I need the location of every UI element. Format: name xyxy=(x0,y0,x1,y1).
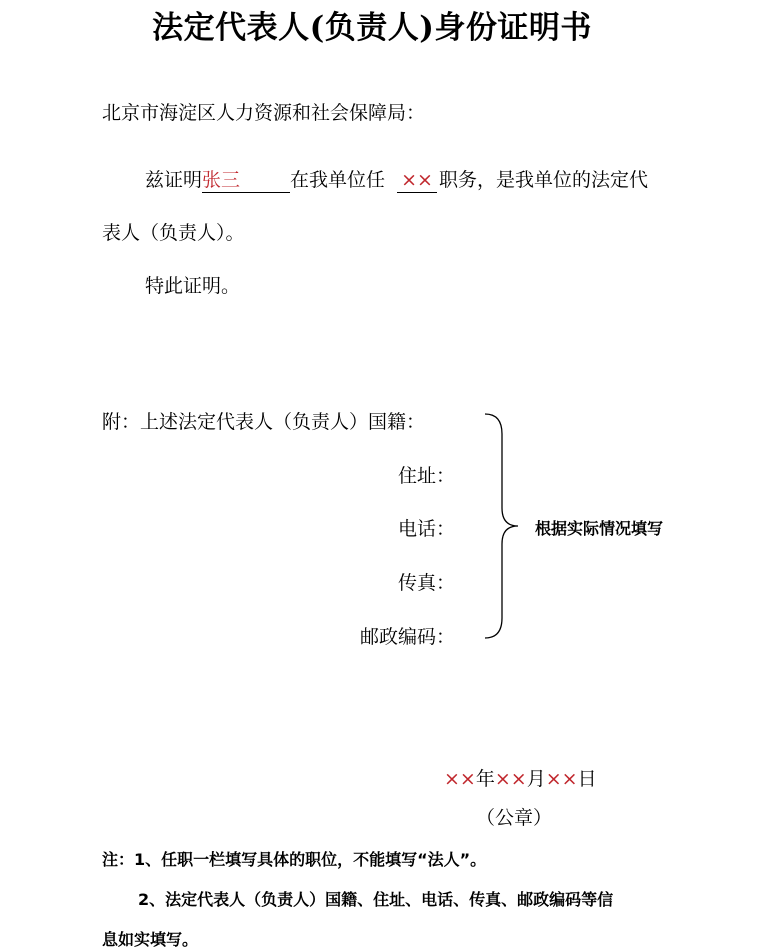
field-fax-label: 传真： xyxy=(397,572,455,594)
year-value: ×× xyxy=(444,768,476,790)
right-brace-icon xyxy=(480,412,530,647)
certify-line-1 xyxy=(145,168,648,193)
field-address-label: 住址： xyxy=(397,465,455,487)
month-value: ×× xyxy=(494,768,527,790)
attachment-lead: 附：上述法定代表人（负责人）国籍： xyxy=(102,411,426,433)
brace-note: 根据实际情况填写 xyxy=(535,519,664,538)
field-postcode-label: 邮政编码： xyxy=(359,626,455,648)
document-title: 法定代表人(负责人)身份证明书 xyxy=(152,10,592,46)
day-value: ×× xyxy=(545,768,578,790)
note-line-3: 息如实填写。 xyxy=(102,930,199,949)
certify-prefix: 兹证明 xyxy=(145,169,203,191)
certify-middle: 在我单位任 xyxy=(290,169,386,191)
certify-line-2: 表人（负责人）。 xyxy=(102,222,245,244)
hereby-text: 特此证明。 xyxy=(145,275,241,297)
month-unit: 月 xyxy=(526,768,546,790)
addressee: 北京市海淀区人力资源和社会保障局： xyxy=(102,102,426,124)
certify-suffix: 职务，是我单位的法定代 xyxy=(439,169,649,191)
note-line-2: 2、法定代表人（负责人）国籍、住址、电话、传真、邮政编码等信 xyxy=(138,890,614,909)
position-value: ×× xyxy=(397,168,437,193)
name-value: 张三 xyxy=(202,169,241,191)
day-unit: 日 xyxy=(577,768,597,790)
name-blank xyxy=(202,168,290,193)
seal-label: （公章） xyxy=(476,807,553,829)
year-unit: 年 xyxy=(475,768,495,790)
field-phone-label: 电话： xyxy=(397,518,455,540)
note-line-1: 注：1、任职一栏填写具体的职位，不能填写“法人”。 xyxy=(102,850,487,869)
date-line xyxy=(444,767,597,791)
